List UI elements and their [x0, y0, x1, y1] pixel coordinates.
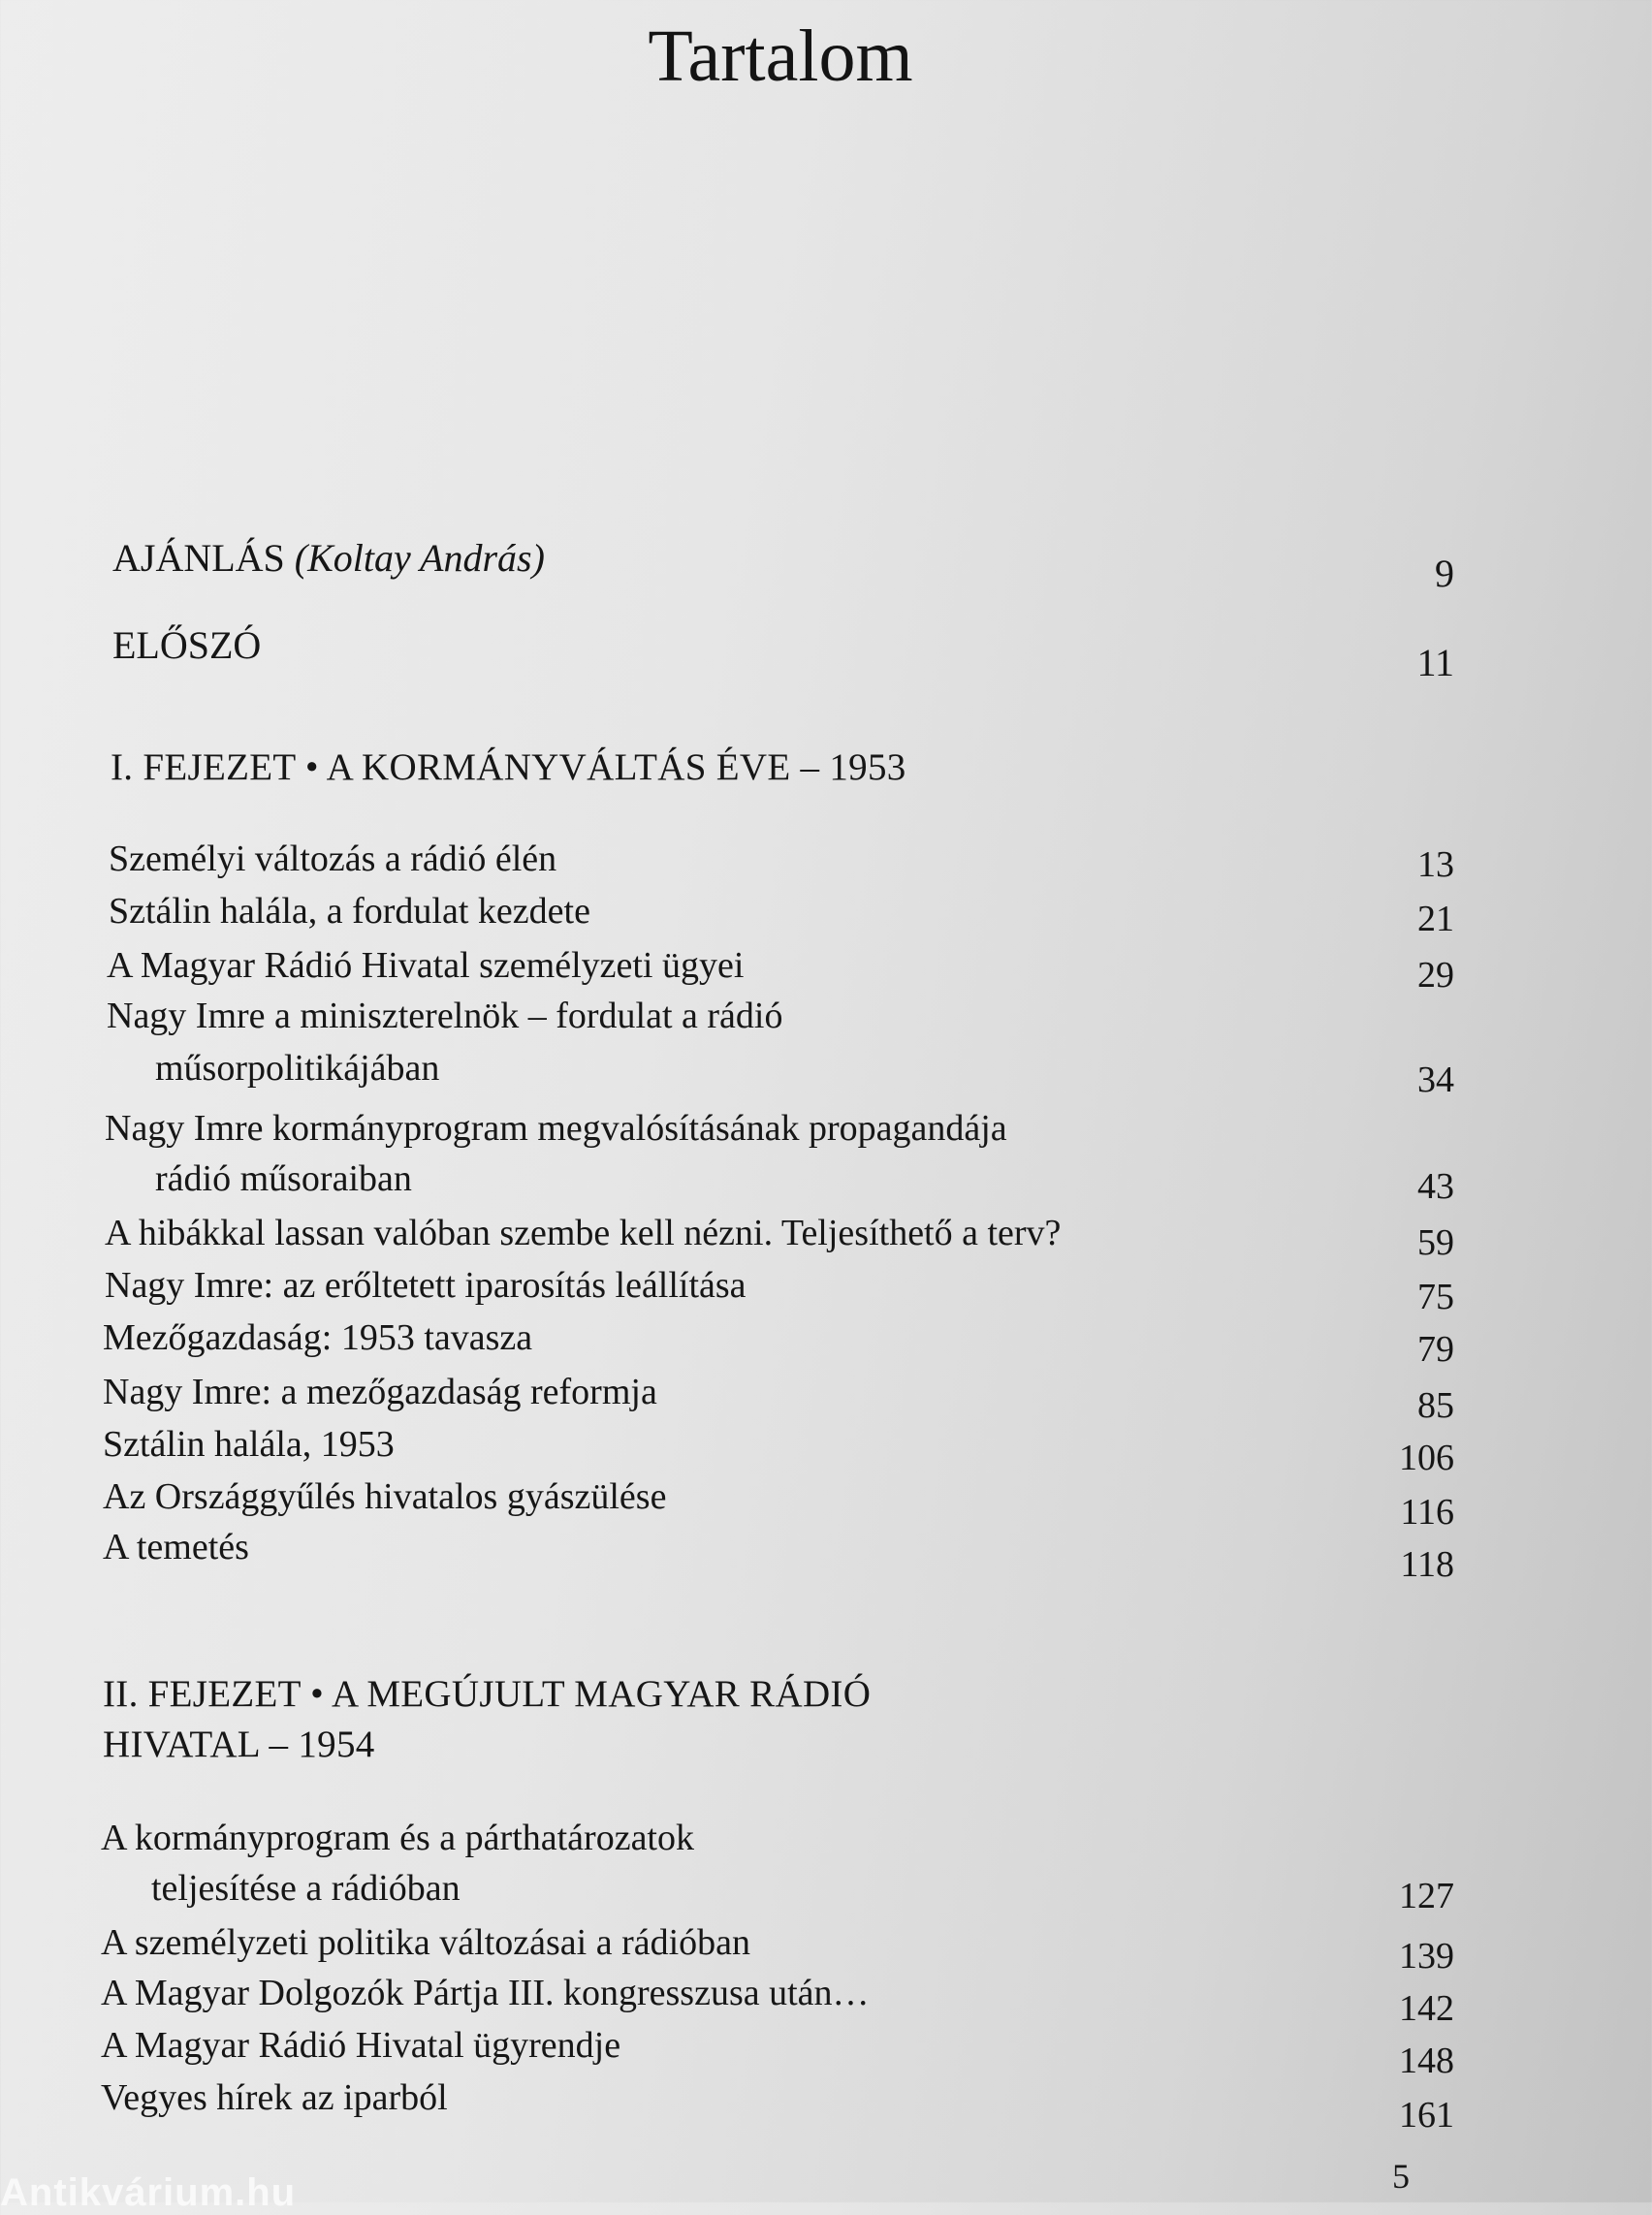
toc-page-number: 79: [1417, 1329, 1454, 1370]
toc-entry-title: A Magyar Rádió Hivatal személyzeti ügyei: [107, 945, 745, 986]
toc-page-number: 59: [1417, 1222, 1454, 1263]
toc-page-number: 142: [1399, 1988, 1454, 2029]
watermark: Antikvárium.hu: [0, 2171, 297, 2214]
page-title: Tartalom: [648, 16, 913, 97]
page-number: 5: [1392, 2157, 1410, 2196]
toc-page: Tartalom AJÁNLÁS (Koltay András) 9 ELŐSZÓ 11 I. FEJEZET • A KORMÁNYVÁLTÁS ÉVE – 1953 Személyi változás a rádió élén 13 Sztálin halála, a fordulat kezdete 21 A Magyar Rádió Hivatal személyzeti ügyei 29 Nagy Imre a miniszterelnök – fordulat a rádió 34 műsorpolitikájában Nagy Imre kormányprogram megvalósításának propagandája 43 rádió műsoraiban A hibákkal lassan valóban szembe kell nézni. Teljesíthető a terv? 59 Nagy Imre: az erőltetett iparosítás leállítása 75 Mezőgazdaság: 1953 tavasza 79 Nagy Imre: a mezőgazdaság reformja 85 Sztálin halála, 1953 106 Az Országgyűlés hivatalos gyászülése 116 A temetés 118 II. FEJEZET • A MEGÚJULT MAGYAR RÁDIÓ HIVATAL – 1954 A kormányprogram és a párthatározatok 127 teljesítése a rádióban A személyzeti politika változásai a rádióban 139 A Magyar Dolgozók Pártja III. kongresszusa után… 142 A Magyar Rádió Hivatal ügyrendje 148 Vegyes hírek az iparból 161 5 Antikvárium.hu: [0, 0, 1652, 2202]
toc-page-number: 139: [1399, 1936, 1454, 1977]
toc-entry-title-continued: műsorpolitikájában: [155, 1048, 440, 1089]
toc-entry-title: Személyi változás a rádió élén: [109, 839, 557, 879]
toc-page-number: 148: [1399, 2041, 1454, 2081]
toc-page-number: 9: [1435, 552, 1454, 595]
toc-entry-title: A hibákkal lassan valóban szembe kell nézni. Teljesíthető a terv?: [105, 1213, 1062, 1253]
toc-page-number: 127: [1399, 1876, 1454, 1916]
toc-page-number: 43: [1417, 1166, 1454, 1207]
toc-page-number: 13: [1417, 844, 1454, 885]
toc-entry-title: Az Országgyűlés hivatalos gyászülése: [103, 1476, 667, 1517]
toc-page-number: 106: [1399, 1438, 1454, 1478]
toc-entry-title: Sztálin halála, a fordulat kezdete: [109, 891, 590, 932]
toc-page-number: 75: [1417, 1277, 1454, 1317]
toc-entry-label: ELŐSZÓ: [112, 623, 262, 667]
toc-page-number: 11: [1416, 641, 1454, 684]
toc-entry-title: Sztálin halála, 1953: [103, 1424, 395, 1465]
toc-page-number: 118: [1400, 1544, 1454, 1585]
toc-entry-title: A kormányprogram és a párthatározatok: [101, 1818, 694, 1858]
toc-page-number: 34: [1417, 1060, 1454, 1100]
toc-entry-title: Mezőgazdaság: 1953 tavasza: [103, 1317, 533, 1358]
toc-page-number: 21: [1417, 899, 1454, 939]
toc-page-number: 29: [1417, 955, 1454, 996]
toc-entry-title: A személyzeti politika változásai a rádióban: [101, 1922, 751, 1963]
toc-entry-title: Vegyes hírek az iparból: [101, 2077, 448, 2118]
toc-entry-title: A Magyar Rádió Hivatal ügyrendje: [101, 2025, 621, 2066]
toc-entry-title: A temetés: [103, 1527, 249, 1567]
toc-entry-title: Nagy Imre a miniszterelnök – fordulat a rádió: [107, 996, 783, 1036]
toc-entry-title: Nagy Imre: az erőltetett iparosítás leállítása: [105, 1265, 747, 1306]
toc-entry-title-continued: rádió műsoraiban: [155, 1158, 412, 1199]
toc-page-number: 161: [1399, 2095, 1454, 2136]
toc-entry-title: Nagy Imre kormányprogram megvalósításának propagandája: [105, 1108, 1007, 1149]
toc-page-number: 116: [1400, 1492, 1454, 1533]
toc-entry-title: A Magyar Dolgozók Pártja III. kongresszusa után…: [101, 1973, 870, 2013]
toc-entry-title-continued: teljesítése a rádióban: [151, 1868, 461, 1909]
toc-entry-label: AJÁNLÁS: [112, 536, 285, 580]
toc-entry-title: Nagy Imre: a mezőgazdaság reformja: [103, 1372, 657, 1412]
toc-page-number: 85: [1417, 1385, 1454, 1426]
toc-entry-author: (Koltay András): [294, 536, 545, 580]
